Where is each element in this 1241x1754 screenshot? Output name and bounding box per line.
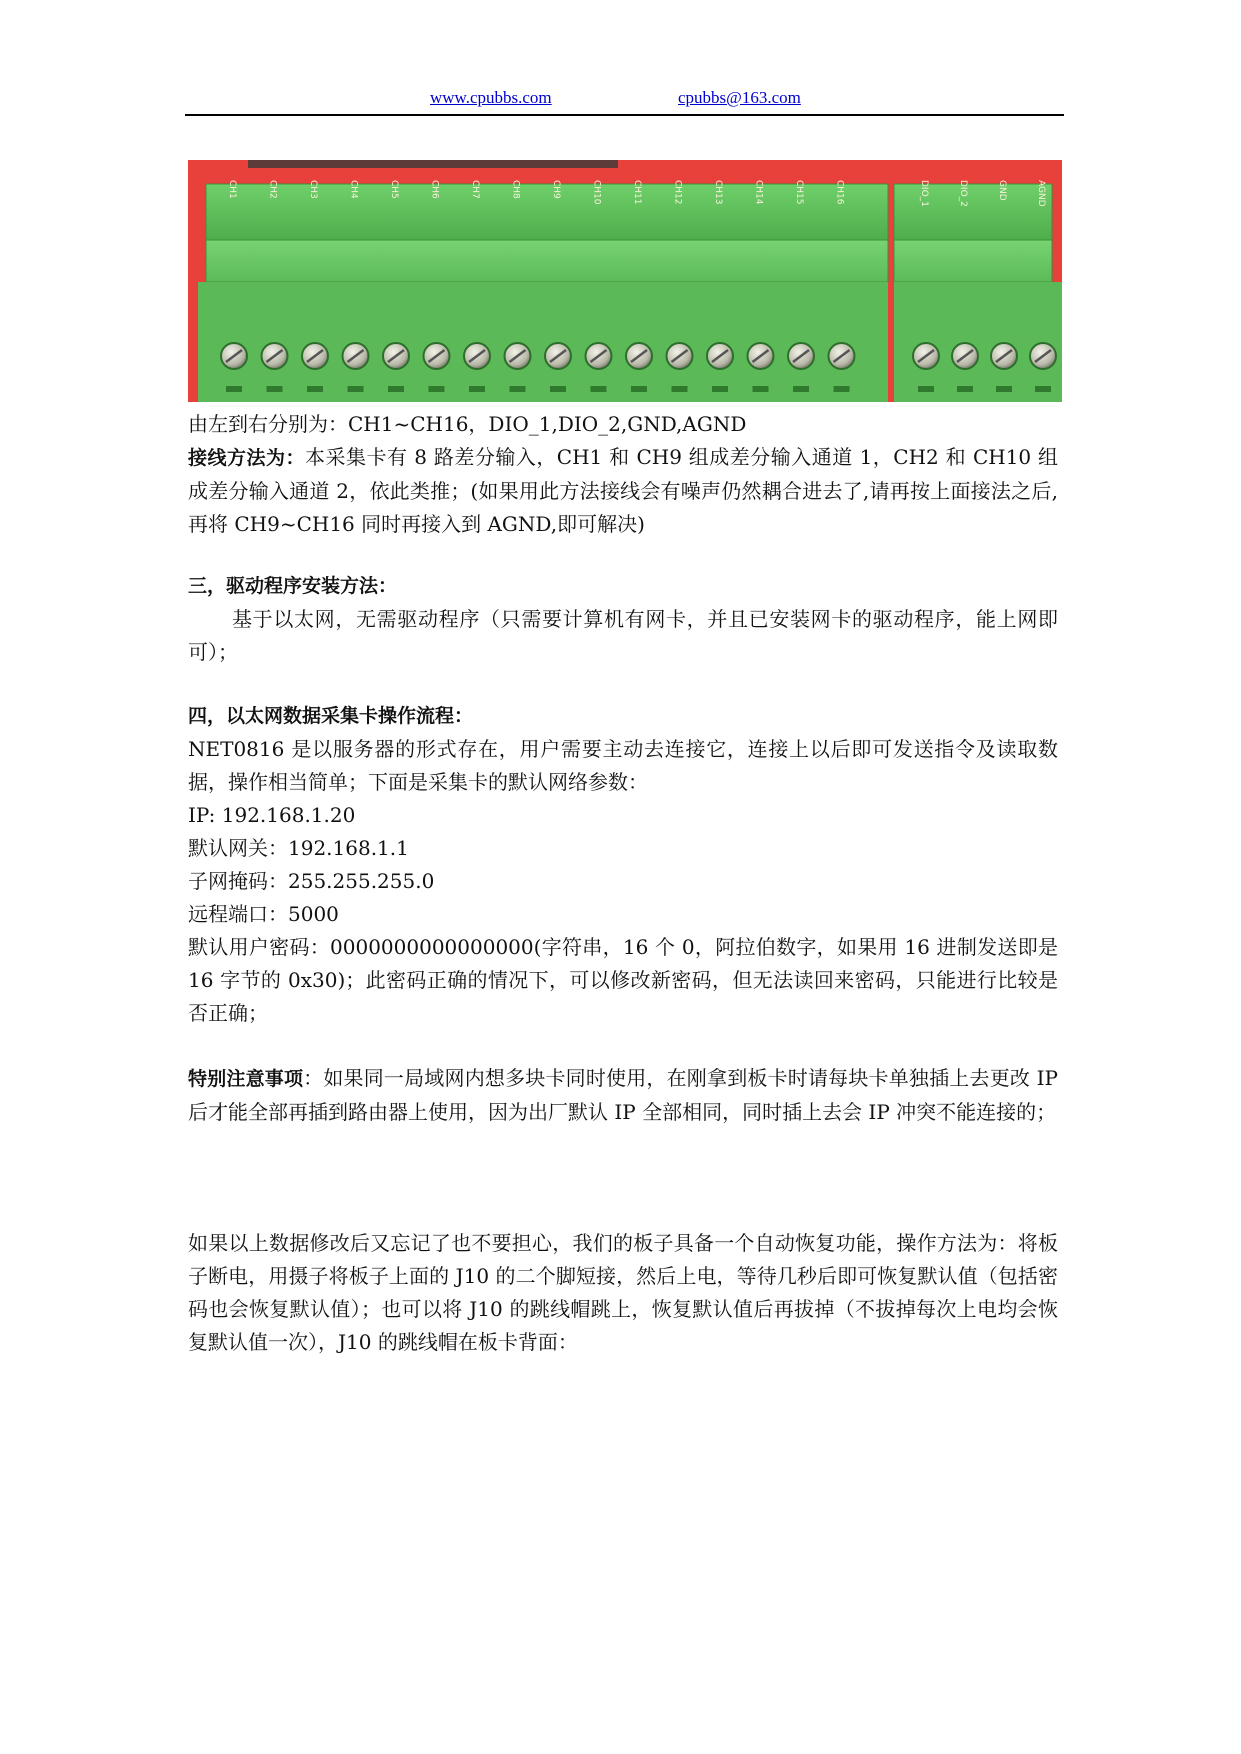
page-header bbox=[185, 88, 1064, 116]
notice-label: 特别注意事项 bbox=[188, 1068, 304, 1090]
email-link[interactable]: cpubbs@163.com bbox=[678, 88, 801, 107]
section3-text: 基于以太网，无需驱动程序（只需要计算机有网卡，并且已安装网卡的驱动程序，能上网即可）； bbox=[188, 607, 1058, 664]
pin-order-text bbox=[188, 408, 1058, 541]
pin-label-ch15: CH15 bbox=[794, 180, 804, 205]
remote-port: 远程端口：5000 bbox=[188, 902, 339, 926]
pin-label-ch7: CH7 bbox=[470, 180, 480, 199]
wiring-paragraph bbox=[188, 441, 1058, 541]
default-password: 默认用户密码：0000000000000000(字符串，16 个 0，阿拉伯数字，如果用 16 进制发送即是 16 字节的 0x30)；此密码正确的情况下，可以修改新密码，但无法读回来密码，只能进行比较是否正确； bbox=[188, 935, 1058, 1025]
pin-label-ch3: CH3 bbox=[308, 180, 318, 199]
pin-label-dio-1: DIO_1 bbox=[919, 180, 929, 207]
pin-label-ch2: CH2 bbox=[267, 180, 278, 199]
pin-label-ch4: CH4 bbox=[348, 180, 359, 199]
default-ip: IP: 192.168.1.20 bbox=[188, 803, 356, 827]
section-3 bbox=[188, 570, 1058, 669]
pin-label-gnd: GND bbox=[997, 180, 1007, 201]
pin-label-agnd: AGND bbox=[1036, 180, 1046, 207]
pin-label-ch10: CH10 bbox=[591, 180, 602, 205]
pin-label-ch5: CH5 bbox=[389, 180, 399, 199]
section4-title: 四，以太网数据采集卡操作流程： bbox=[188, 705, 474, 727]
notice-paragraph bbox=[188, 1062, 1058, 1129]
pin-order: 由左到右分别为：CH1~CH16，DIO_1,DIO_2,GND,AGND bbox=[188, 412, 747, 436]
website-link[interactable]: www.cpubbs.com bbox=[430, 88, 552, 107]
terminal-block-illustration bbox=[188, 160, 1062, 402]
terminal-block-photo bbox=[188, 160, 1062, 402]
wiring-text: 本采集卡有 8 路差分输入，CH1 和 CH9 组成差分输入通道 1，CH2 和 CH10 组成差分输入通道 2，依此类推；(如果用此方法接线会有噪声仍然耦合进去了,请再按上面接法之后,再将 CH9~CH16 同时再接入到 AGND,即可解决) bbox=[188, 445, 1058, 536]
pin-label-ch11: CH11 bbox=[632, 180, 642, 205]
pin-label-dio-2: DIO_2 bbox=[958, 180, 968, 207]
pin-label-ch6: CH6 bbox=[429, 180, 440, 199]
reset-paragraph: 如果以上数据修改后又忘记了也不要担心，我们的板子具备一个自动恢复功能，操作方法为：将板子断电，用摄子将板子上面的 J10 的二个脚短接，然后上电，等待几秒后即可恢复默认值（包括密码也会恢复默认值）；也可以将 J10 的跳线帽跳上，恢复默认值后再拔掉（不拔掉每次上电均会恢复默认值一次），J10 的跳线帽在板卡背面： bbox=[188, 1231, 1058, 1354]
pin-label-ch12: CH12 bbox=[672, 180, 683, 205]
section3-title: 三，驱动程序安装方法： bbox=[188, 575, 398, 597]
section-4 bbox=[188, 700, 1058, 1030]
default-gateway: 默认网关：192.168.1.1 bbox=[188, 836, 409, 860]
wiring-label: 接线方法为： bbox=[188, 447, 305, 469]
pin-label-ch8: CH8 bbox=[510, 180, 521, 199]
notice-section bbox=[188, 1062, 1058, 1129]
subnet-mask: 子网掩码：255.255.255.0 bbox=[188, 869, 435, 893]
pin-label-ch9: CH9 bbox=[551, 180, 561, 199]
section4-intro: NET0816 是以服务器的形式存在，用户需要主动去连接它，连接上以后即可发送指令及读取数据，操作相当简单；下面是采集卡的默认网络参数： bbox=[188, 737, 1058, 794]
pin-label-ch13: CH13 bbox=[713, 180, 723, 205]
pin-label-ch1: CH1 bbox=[227, 180, 237, 199]
pin-label-ch16: CH16 bbox=[834, 180, 845, 205]
notice-text: ：如果同一局域网内想多块卡同时使用，在刚拿到板卡时请每块卡单独插上去更改 IP 后才能全部再插到路由器上使用，因为出厂默认 IP 全部相同，同时插上去会 IP 冲突不能连接的； bbox=[188, 1066, 1058, 1124]
pin-label-ch14: CH14 bbox=[753, 180, 764, 205]
reset-section bbox=[188, 1227, 1058, 1359]
